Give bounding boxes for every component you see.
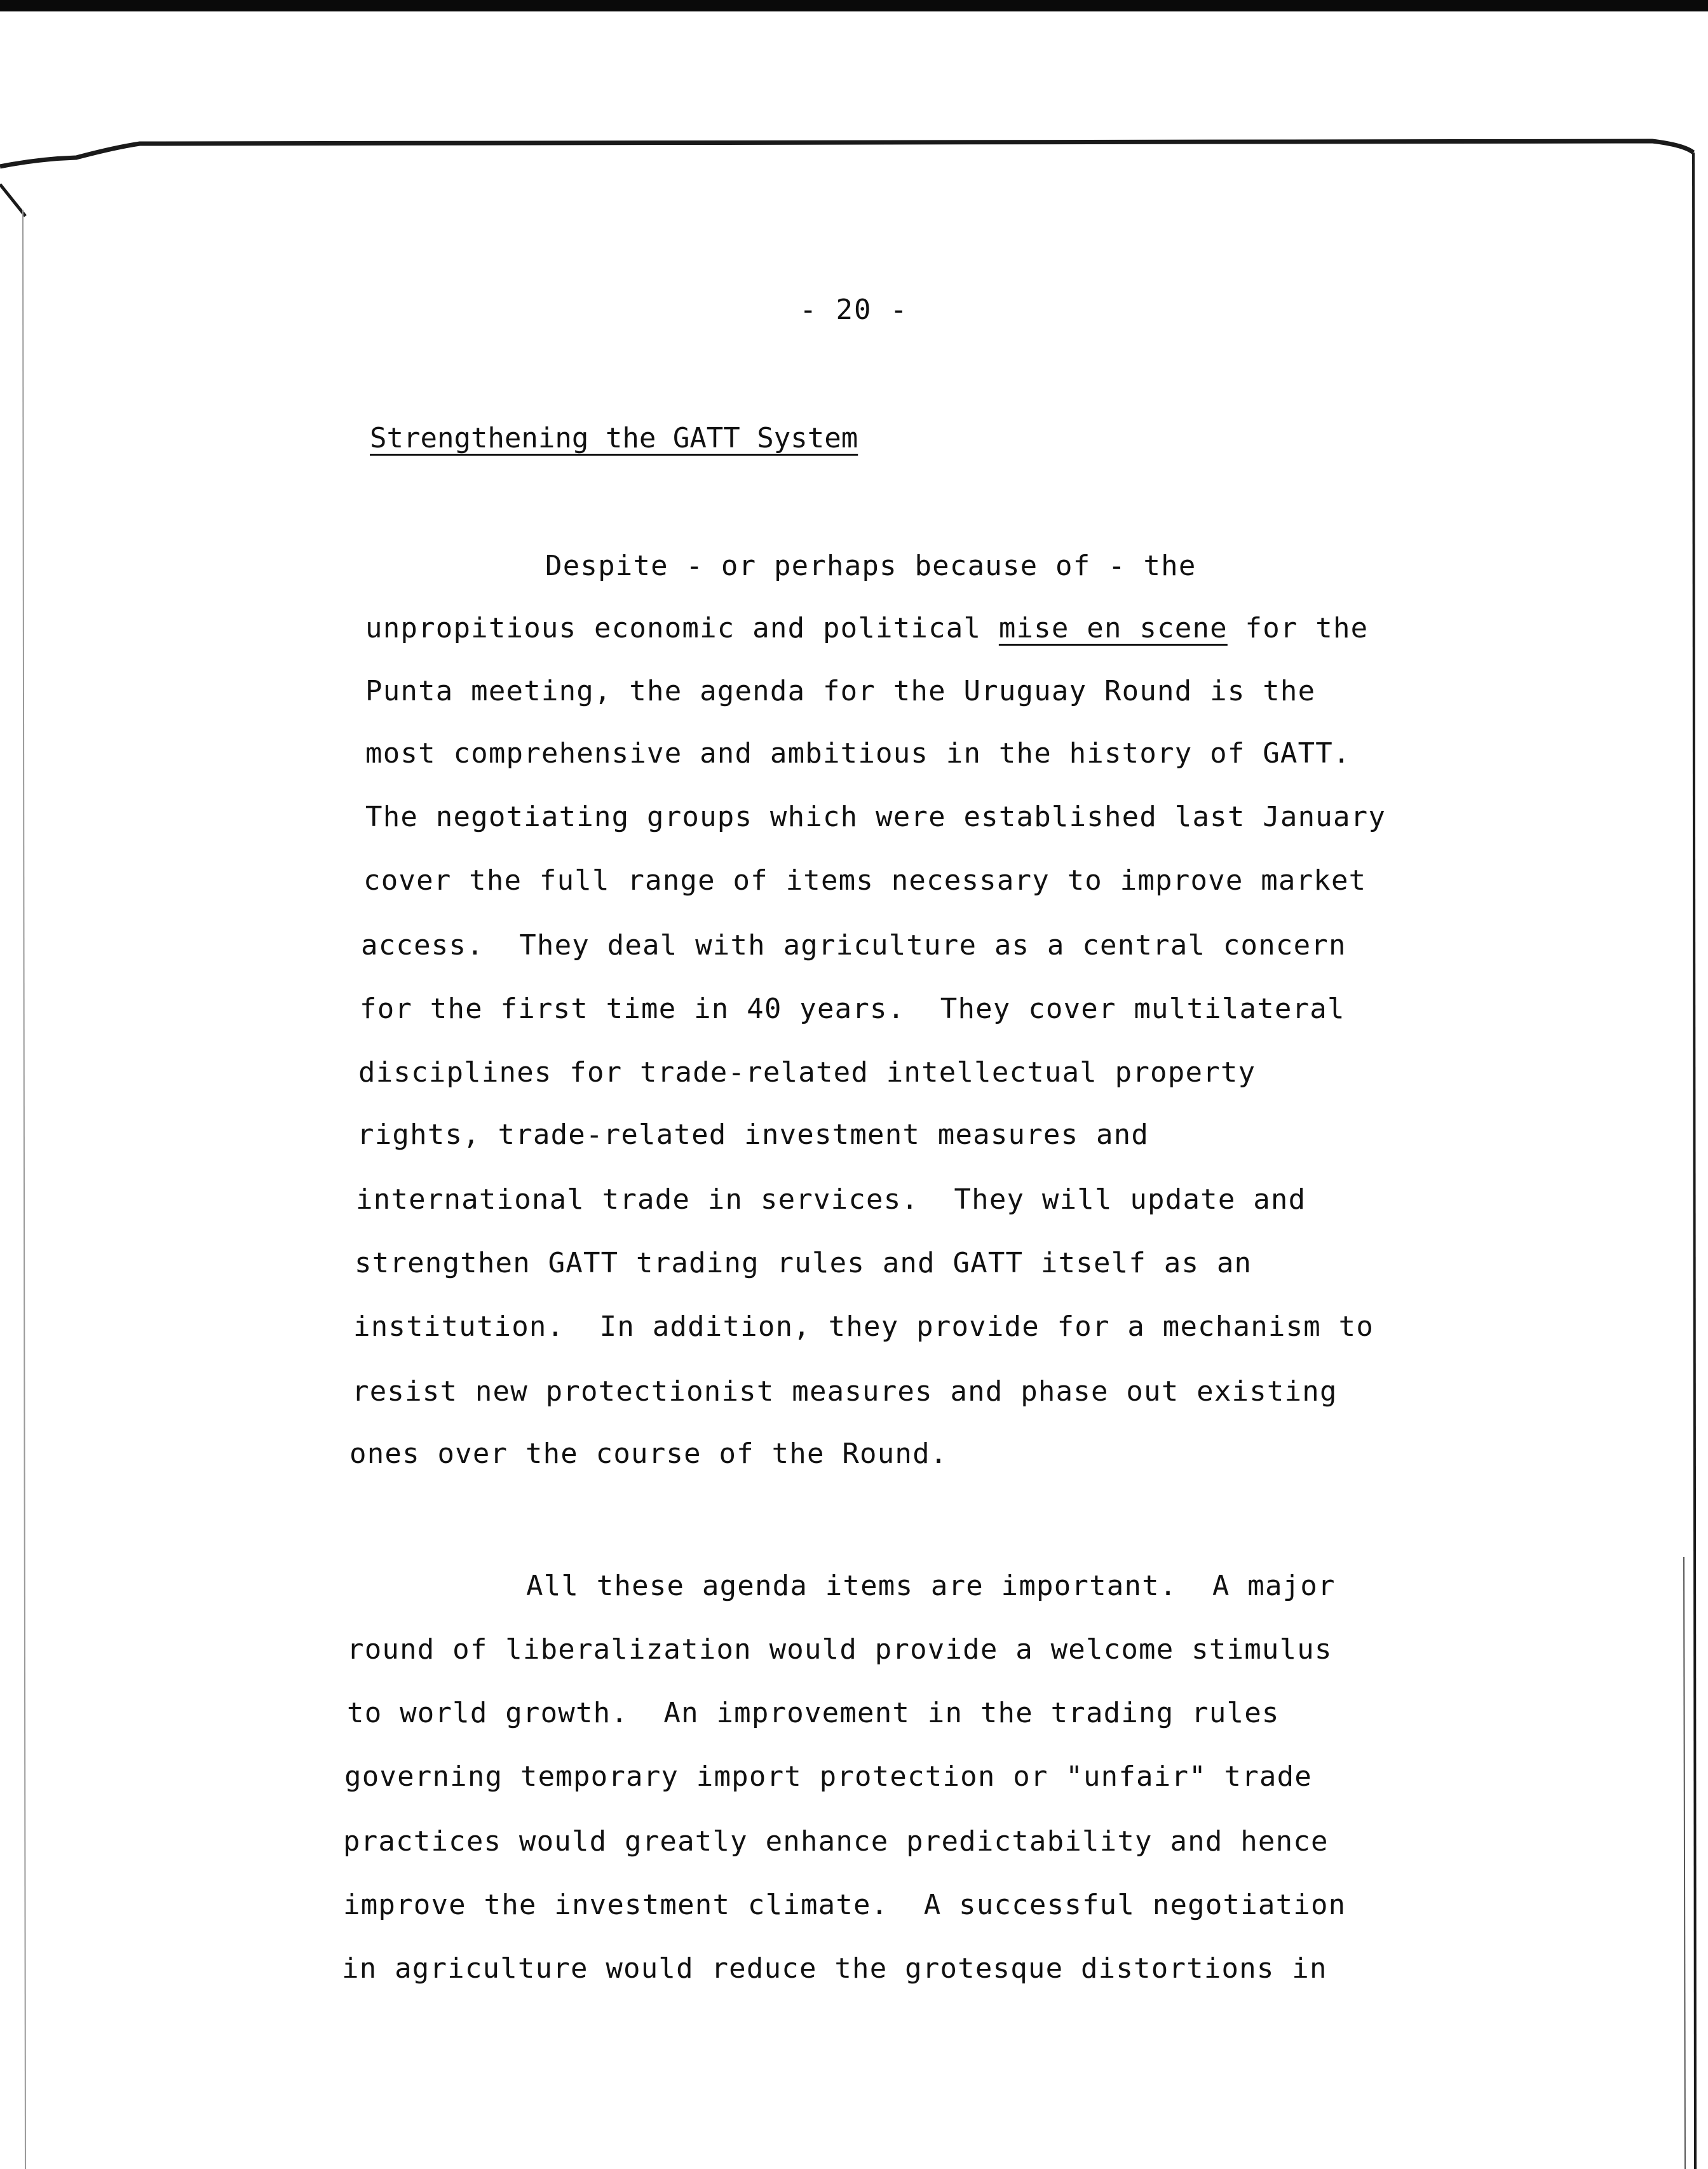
paragraph-2-line-5: practices would greatly enhance predictability and hence — [343, 1825, 1329, 1858]
paragraph-1-line-15: ones over the course of the Round. — [349, 1438, 948, 1470]
paragraph-2-line-7: in agriculture would reduce the grotesque distortions in — [342, 1952, 1327, 1985]
page-number: - 20 - — [799, 294, 909, 326]
paragraph-1-line-14: resist new protectionist measures and phase out existing — [352, 1375, 1338, 1408]
paragraph-2-line-2: round of liberalization would provide a welcome stimulus — [347, 1633, 1332, 1666]
paragraph-1-line-12: strengthen GATT trading rules and GATT itself as an — [355, 1247, 1252, 1279]
paragraph-1-line-3: Punta meeting, the agenda for the Uruguay Round is the — [365, 675, 1316, 707]
paragraph-1-line-9: disciplines for trade-related intellectual property — [358, 1056, 1256, 1089]
underlined-phrase: mise en scene — [998, 612, 1228, 644]
paragraph-1-line-11: international trade in services. They will update and — [356, 1183, 1306, 1216]
paragraph-1-line-4: most comprehensive and ambitious in the history of GATT. — [365, 737, 1351, 770]
paragraph-1-line-5: The negotiating groups which were established last January — [365, 801, 1386, 833]
paragraph-1-line-7: access. They deal with agriculture as a central concern — [361, 929, 1346, 962]
paragraph-1-line-1: Despite - or perhaps because of - the — [545, 550, 1196, 582]
paragraph-1-line-13: institution. In addition, they provide for a mechanism to — [353, 1310, 1374, 1343]
paragraph-2-line-3: to world growth. An improvement in the trading rules — [347, 1697, 1280, 1729]
paragraph-2-line-1: All these agenda items are important. A major — [526, 1570, 1336, 1602]
paragraph-1-line-6: cover the full range of items necessary to improve market — [363, 864, 1367, 897]
paragraph-2-line-4: governing temporary import protection or "unfair" trade — [344, 1760, 1312, 1793]
section-heading: Strengthening the GATT System — [370, 422, 858, 454]
paragraph-1-line-10: rights, trade-related investment measures and — [357, 1118, 1149, 1151]
paragraph-1-line-2: unpropitious economic and political mise en scene for the — [365, 612, 1369, 644]
paragraph-1-line-8: for the first time in 40 years. They cover multilateral — [360, 993, 1345, 1025]
paragraph-2-line-6: improve the investment climate. A successful negotiation — [343, 1889, 1346, 1921]
